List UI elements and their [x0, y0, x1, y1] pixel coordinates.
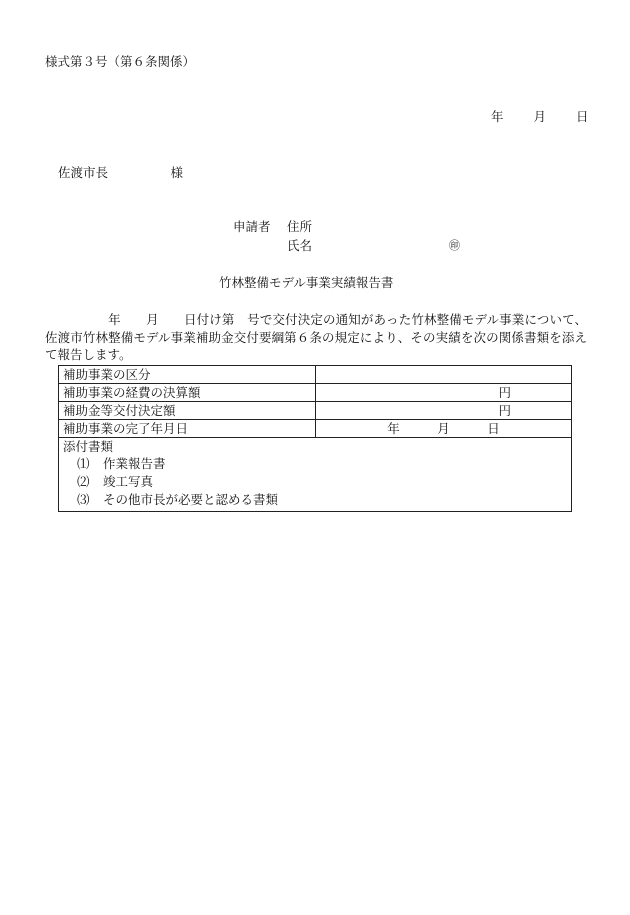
row-value: 年 月 日 — [316, 420, 572, 438]
form-number: 様式第３号（第６条関係） — [45, 54, 196, 69]
date-day: 日 — [576, 109, 589, 124]
attachment-text: その他市長が必要と認める書類 — [103, 492, 279, 507]
row-label: 補助事業の経費の決算額 — [59, 384, 316, 402]
date-month: 月 — [533, 109, 547, 124]
attachment-number: ⑵ — [77, 474, 90, 489]
addressee: 佐渡市長 様 — [58, 165, 184, 180]
attachments-label: 添付書類 — [63, 439, 114, 454]
attachment-item — [63, 455, 567, 473]
table-row — [59, 420, 572, 438]
applicant-label: 申請者 — [233, 219, 271, 234]
table-row — [59, 402, 572, 420]
row-label: 補助金等交付決定額 — [59, 402, 316, 420]
attachment-number: ⑶ — [77, 492, 90, 507]
date-year: 年 — [491, 109, 504, 124]
row-value — [316, 366, 572, 384]
row-value: 円 — [316, 384, 572, 402]
attachments-cell — [59, 438, 572, 512]
date-line — [491, 109, 589, 125]
body-paragraph: 年 月 日付け第 号で交付決定の通知があった竹林整備モデル事業について、佐渡市竹林整備モデル事業補助金交付要綱第６条の規定により、その実績を次の関係書類を添えて報告します。 — [45, 312, 587, 362]
row-value: 円 — [316, 402, 572, 420]
report-table — [58, 365, 572, 512]
table-row — [59, 384, 572, 402]
table-row — [59, 366, 572, 384]
document-title: 竹林整備モデル事業実績報告書 — [219, 275, 394, 290]
attachment-number: ⑴ — [77, 456, 90, 471]
address-label: 住所 — [287, 219, 313, 234]
attachment-item — [63, 491, 567, 509]
attachments-row — [59, 438, 572, 512]
attachment-text: 作業報告書 — [103, 456, 166, 471]
attachment-text: 竣工写真 — [103, 474, 154, 489]
seal-mark: ㊞ — [449, 239, 460, 252]
attachment-item — [63, 473, 567, 491]
row-label: 補助事業の完了年月日 — [59, 420, 316, 438]
name-label: 氏名 — [287, 238, 313, 253]
row-label: 補助事業の区分 — [59, 366, 316, 384]
